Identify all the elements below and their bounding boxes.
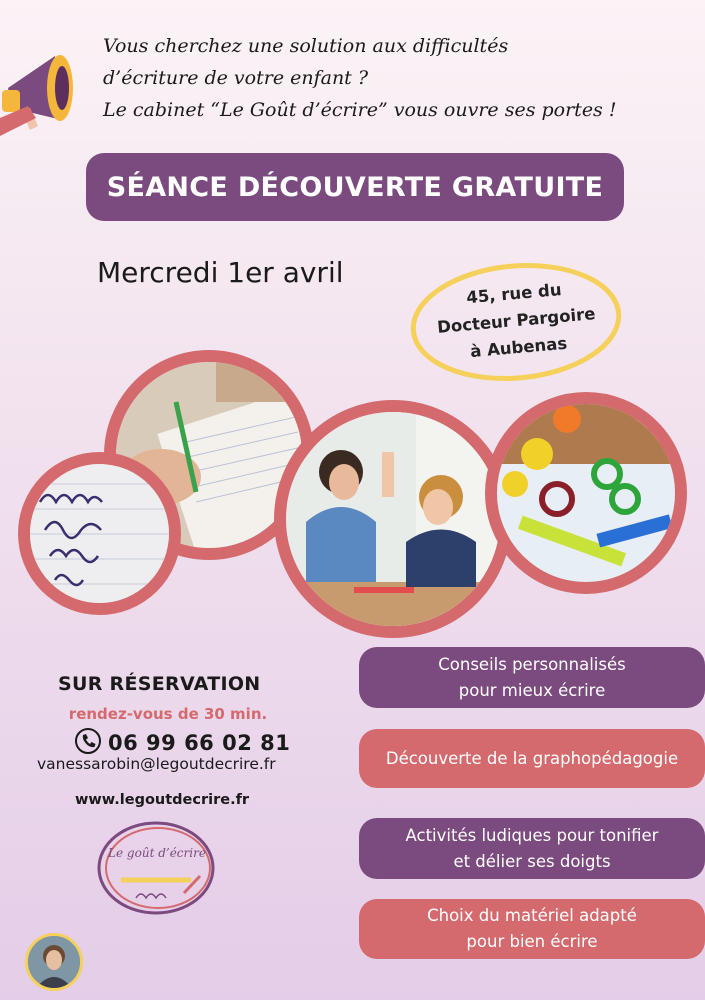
feature-pill-3 xyxy=(359,818,705,879)
feature-1-line-1: Conseils personnalisés xyxy=(438,654,626,674)
banner-title: SÉANCE DÉCOUVERTE GRATUITE xyxy=(106,171,604,203)
megaphone-icon xyxy=(0,38,100,143)
feature-pill-4 xyxy=(359,899,705,959)
feature-2-line-1: Découverte de la graphopédagogie xyxy=(385,748,679,768)
website-link[interactable]: www.legoutdecrire.fr xyxy=(75,792,250,808)
feature-4-line-2: pour bien écrire xyxy=(466,932,598,951)
intro-text xyxy=(103,30,683,126)
address-bubble xyxy=(405,255,627,385)
event-date: Mercredi 1er avril xyxy=(97,256,344,289)
intro-line-1: Vous cherchez une solution aux difficultés xyxy=(103,35,509,57)
feature-pill-2 xyxy=(359,729,705,788)
photo-high-five xyxy=(274,400,512,638)
brand-logo xyxy=(96,818,218,918)
reservation-subtitle: rendez-vous de 30 min. xyxy=(68,705,268,723)
feature-3-line-2: et délier ses doigts xyxy=(453,851,611,871)
feature-3-line-1: Activités ludiques pour tonifier xyxy=(405,825,659,845)
avatar xyxy=(25,933,83,991)
logo-text: Le goût d’écrire xyxy=(108,846,206,860)
photo-handwriting xyxy=(18,452,181,615)
intro-line-2: d’écriture de votre enfant ? xyxy=(103,67,369,89)
feature-4-line-1: Choix du matériel adapté xyxy=(427,906,637,925)
address-line-1: 45, rue du xyxy=(465,279,562,307)
feature-1-line-2: pour mieux écrire xyxy=(458,680,606,700)
feature-pill-1 xyxy=(359,647,705,708)
intro-line-3: Le cabinet “Le Goût d’écrire” vous ouvre ses portes ! xyxy=(103,99,617,121)
photo-materials xyxy=(485,392,687,594)
phone-number[interactable]: 06 99 66 02 81 xyxy=(108,731,291,755)
address-line-3: à Aubenas xyxy=(469,333,568,361)
address-line-2: Docteur Pargoire xyxy=(436,303,596,337)
email-link[interactable]: vanessarobin@legoutdecrire.fr xyxy=(37,755,276,773)
offer-banner xyxy=(86,153,624,221)
reservation-title: SUR RÉSERVATION xyxy=(58,673,261,695)
